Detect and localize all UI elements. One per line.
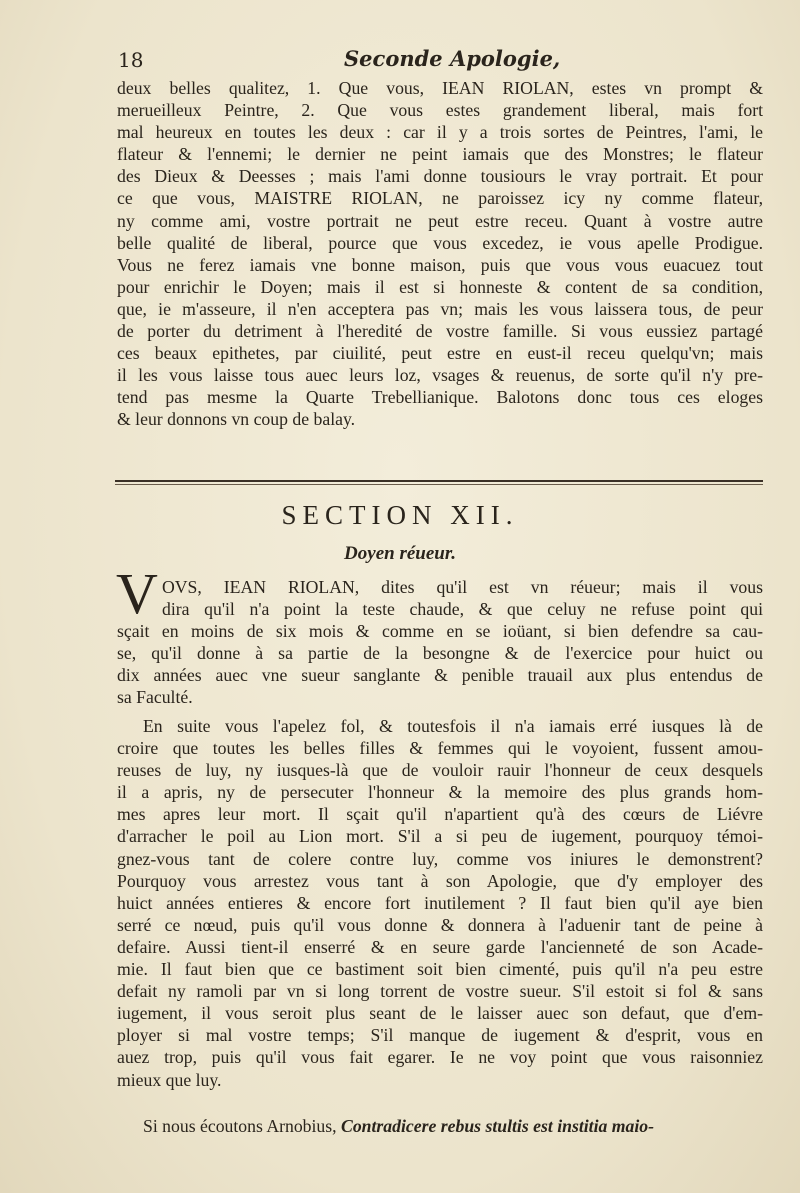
section-paragraph-2 (117, 715, 763, 1091)
running-title: Seconde Apologie, (344, 46, 561, 71)
text-line: Vous ne ferez iamais vne bonne maison, puis que vous vous euacuez tout (117, 254, 763, 275)
text-line: defaire. Aussi tient-il enserré & en seure garde l'ancienneté de son Acade- (117, 936, 763, 957)
section-divider-rule (115, 480, 763, 482)
text-line: d'arracher le poil au Lion mort. S'il a si peu de iugement, pourquoy témoi- (117, 826, 763, 847)
text-line: auez trop, puis qu'il vous fait egarer. Ie ne voy point que vous raisonniez (117, 1047, 763, 1068)
text-line: En suite vous l'apelez fol, & toutesfois il n'a iamais erré iusques là de (143, 716, 763, 736)
text-line: sa Faculté. (117, 687, 193, 708)
section-paragraph-1 (117, 576, 763, 709)
text-line: il a apris, ny de persecuter l'honneur & la memoire des plus grands hom- (117, 782, 763, 803)
text-line: mie. Il faut bien que ce bastiment soit bien cimenté, puis qu'il n'a peu estre (117, 959, 763, 980)
text-line: se, qu'il donne à sa partie de la besongne & de l'exercice pour huict ou (117, 643, 763, 664)
top-paragraph (117, 77, 763, 431)
text-line: serré ce nœud, puis qu'il vous donne & donnera à l'aduenir tant de peine à (117, 914, 763, 935)
text-line: pour enrichir le Doyen; mais il est si honneste & content de sa condition, (117, 276, 763, 297)
text-line: mieux que luy. (117, 1069, 222, 1090)
text-line: belle qualité de liberal, pource que vous excedez, ie vous apelle Prodigue. (117, 232, 763, 253)
text-line: mes apres leur mort. Il sçait qu'il n'apartient qu'à des cœurs de Liévre (117, 804, 763, 825)
text-line: tend pas mesme la Quarte Trebellianique. Balotons donc tous ces eloges (117, 387, 763, 408)
text-line: dix années auec vne sueur sanglante & penible trauail aux plus entendus de (117, 665, 763, 686)
text-line: reuses de luy, ny iusques-là que de vouloir rauir l'honneur de ceux desquels (117, 760, 763, 781)
text-line: mal heureux en toutes les deux : car il y a trois sortes de Peintres, l'ami, le (117, 122, 763, 143)
last-line (117, 1115, 763, 1137)
text-line: iugement, il vous seroit plus seant de le laisser auec son defaut, que d'em- (117, 1003, 763, 1024)
text-line: de porter du detriment à l'heredité de vostre famille. Si vous eussiez partagé (117, 321, 763, 342)
last-line-latin: Contradicere rebus stultis est institia maio- (341, 1116, 655, 1136)
text-line: ployer si mal vostre temps; S'il manque de iugement & d'esprit, vous en (117, 1025, 763, 1046)
section-subtitle: Doyen réueur. (344, 543, 456, 564)
text-line: Pourquoy vous arrestez vous tant à son Apologie, que d'y employer des (117, 870, 763, 891)
drop-cap: V (116, 561, 158, 626)
page-number: 18 (118, 48, 144, 72)
text-line: croire que toutes les belles filles & femmes qui le voyoient, fussent amou- (117, 738, 763, 759)
section-divider-rule-thin (115, 484, 763, 485)
text-line: ny comme ami, vostre portrait ne peut estre receu. Quant à vostre autre (117, 210, 763, 231)
text-line: merueilleux Peintre, 2. Que vous estes grandement liberal, mais fort (117, 100, 763, 121)
text-line: ce que vous, MAISTRE RIOLAN, ne paroissez icy ny comme flateur, (117, 188, 763, 209)
text-line: des Dieux & Deesses ; mais l'ami donne tousiours le vray portrait. Et pour (117, 166, 763, 187)
text-line: deux belles qualitez, 1. Que vous, IEAN RIOLAN, estes vn prompt & (117, 78, 763, 98)
text-line: que, ie m'asseure, il n'en acceptera pas vn; mais les vous laissera tous, de peur (117, 298, 763, 319)
text-line: & leur donnons vn coup de balay. (117, 409, 356, 430)
text-line: huict années entieres & encore fort inutilement ? Il faut bien qu'il aye bien (117, 892, 763, 913)
text-line: sçait en moins de six mois & comme en se ioüant, si bien defendre sa cau- (117, 621, 763, 642)
last-line-text: Si nous écoutons Arnobius, (143, 1116, 337, 1136)
section-heading: SECTION XII. (281, 500, 519, 530)
text-line: ces beaux epithetes, par ciuilité, peut estre en eust-il receu quelqu'vn; mais (117, 343, 763, 364)
text-line: il les vous laisse tous auec leurs loz, vsages & reuenus, de sorte qu'il n'y pre- (117, 365, 763, 386)
text-line: defait ny ramoli par vn si long torrent de vostre sueur. S'il estoit si fol & sans (117, 981, 763, 1002)
text-line: flateur & l'ennemi; le dernier ne peint iamais que des Monstres; le flateur (117, 144, 763, 165)
page-header (118, 44, 678, 74)
text-line: OVS, IEAN RIOLAN, dites qu'il est vn réueur; mais il vous (162, 577, 763, 597)
text-line: gnez-vous tant de colere contre luy, comme vos iniures le demonstrent? (117, 848, 763, 869)
text-line: dira qu'il n'a point la teste chaude, & que celuy ne refuse point qui (162, 599, 763, 620)
